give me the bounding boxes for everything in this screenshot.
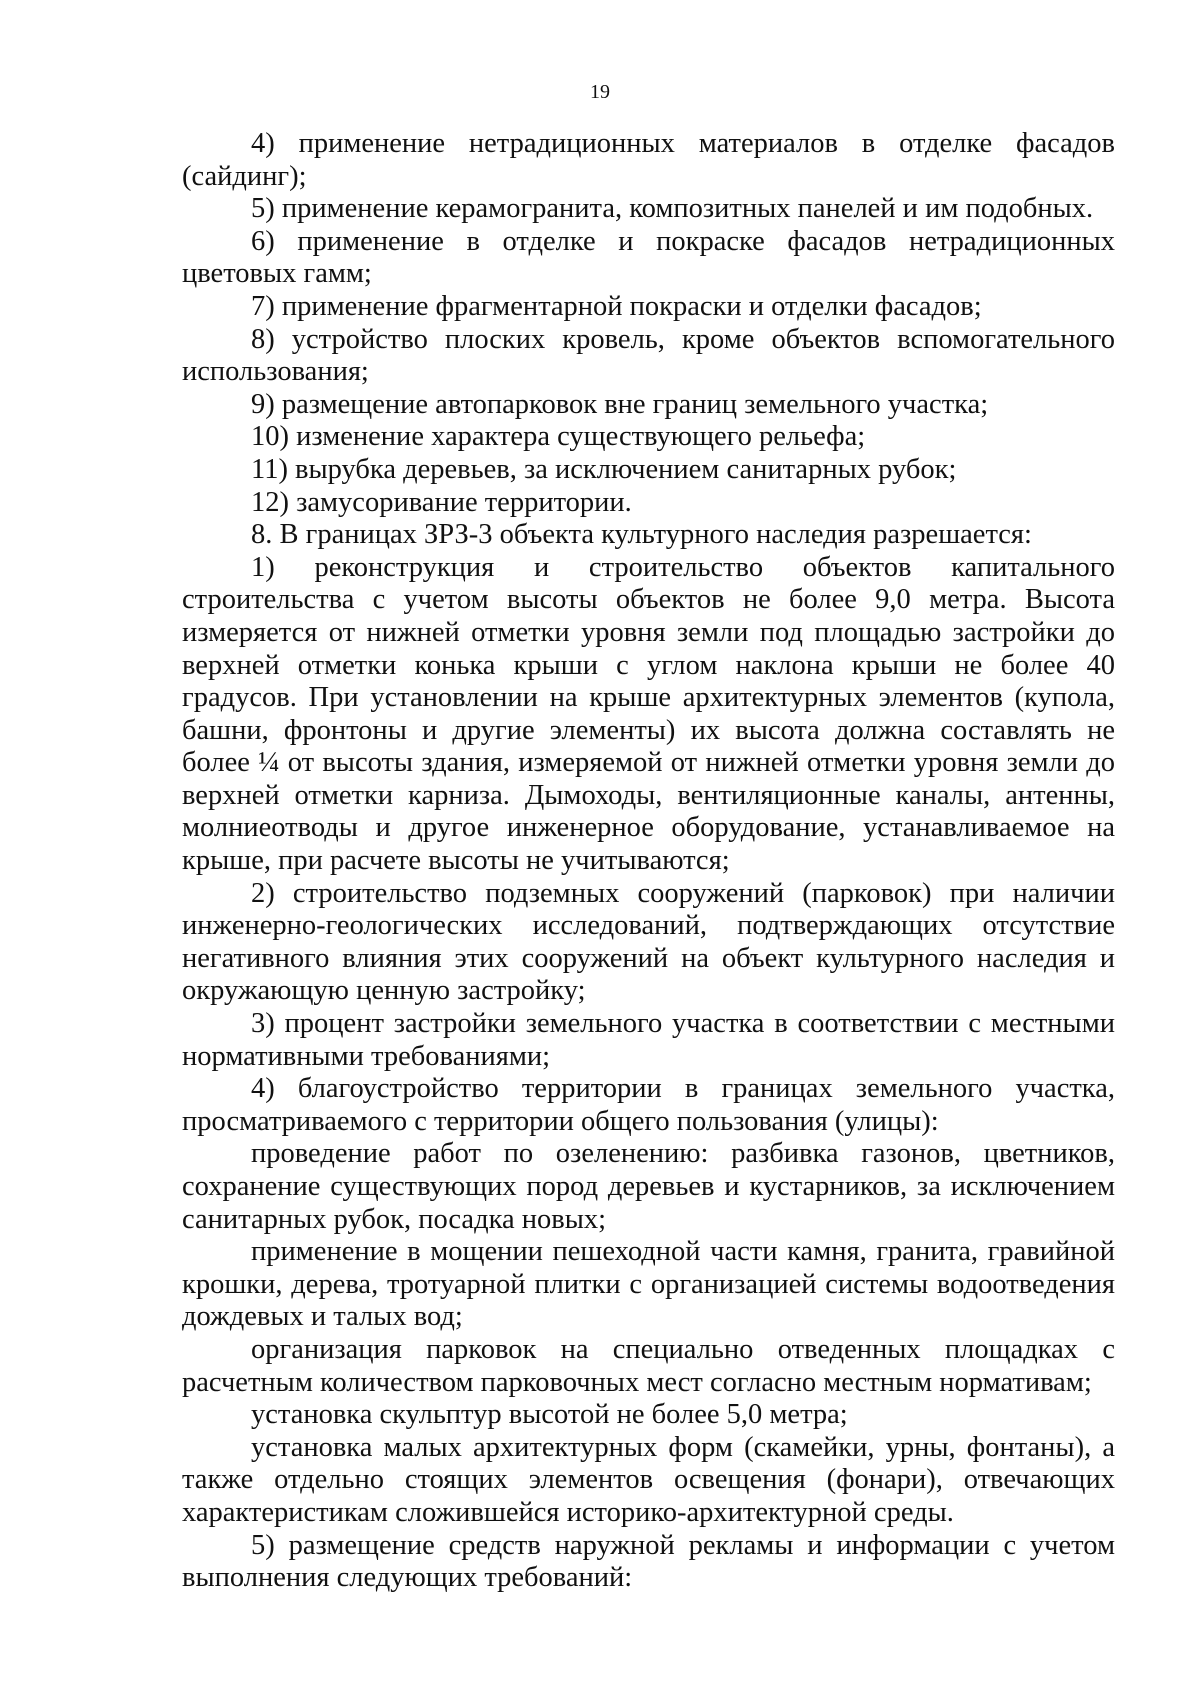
paragraph: 5) размещение средств наружной рекламы и информации с учетом выполнения следующих требований: [182, 1529, 1115, 1594]
paragraph: организация парковок на специально отведенных площадках с расчетным количеством парковочных мест согласно местным нормативам; [182, 1333, 1115, 1398]
paragraph: установка скульптур высотой не более 5,0 метра; [251, 1399, 848, 1431]
paragraph: 9) размещение автопарковок вне границ земельного участка; [251, 388, 989, 420]
paragraph: установка малых архитектурных форм (скамейки, урны, фонтаны), а также отдельно стоящих элементов освещения (фонари), отвечающих характеристикам сложившейся историко-архитектурной среды. [182, 1431, 1115, 1528]
paragraph: 11) вырубка деревьев, за исключением санитарных рубок; [251, 453, 957, 485]
paragraph: 7) применение фрагментарной покраски и отделки фасадов; [251, 290, 982, 322]
paragraph: 4) применение нетрадиционных материалов в отделке фасадов (сайдинг); [182, 128, 1115, 192]
paragraph: 12) замусоривание территории. [251, 486, 632, 518]
paragraph: 8. В границах ЗРЗ-3 объекта культурного наследия разрешается: [251, 519, 1032, 551]
document-body [182, 128, 1115, 1595]
paragraph: 2) строительство подземных сооружений (парковок) при наличии инженерно-геологических исследований, подтверждающих отсутствие негативного влияния этих сооружений на объект культурного наследия и окружающую ценную застройку; [182, 877, 1115, 1007]
paragraph: применение в мощении пешеходной части камня, гранита, гравийной крошки, дерева, тротуарной плитки с организацией системы водоотведения дождевых и талых вод; [182, 1236, 1115, 1333]
paragraph: 10) изменение характера существующего рельефа; [251, 421, 866, 453]
paragraph: 3) процент застройки земельного участка в соответствии с местными нормативными требованиями; [182, 1008, 1115, 1072]
paragraph: 5) применение керамогранита, композитных панелей и им подобных. [251, 193, 1094, 225]
paragraph: 4) благоустройство территории в границах земельного участка, просматриваемого с территории общего пользования (улицы): [182, 1073, 1115, 1137]
paragraph: 8) устройство плоских кровель, кроме объектов вспомогательного использования; [182, 323, 1115, 388]
paragraph: 1) реконструкция и строительство объектов капитального строительства с учетом высоты объектов не более 9,0 метра. Высота измеряется от нижней отметки уровня земли под площадью застройки до верхней отметки конька крыши с углом наклона крыши не более 40 градусов. При установлении на крыше архитектурных элементов (купола, башни, фронтоны и другие элементы) их высота должна составлять не более ¼ от высоты здания, измеряемой от нижней отметки уровня земли до верхней отметки карниза. Дымоходы, вентиляционные каналы, антенны, молниеотводы и другое инженерное оборудование, устанавливаемое на крыше, при расчете высоты не учитываются; [182, 551, 1115, 877]
paragraph: 6) применение в отделке и покраске фасадов нетрадиционных цветовых гамм; [182, 225, 1115, 290]
paragraph: проведение работ по озеленению: разбивка газонов, цветников, сохранение существующих пород деревьев и кустарников, за исключением санитарных рубок, посадка новых; [182, 1138, 1115, 1235]
page-number: 19 [590, 81, 610, 103]
